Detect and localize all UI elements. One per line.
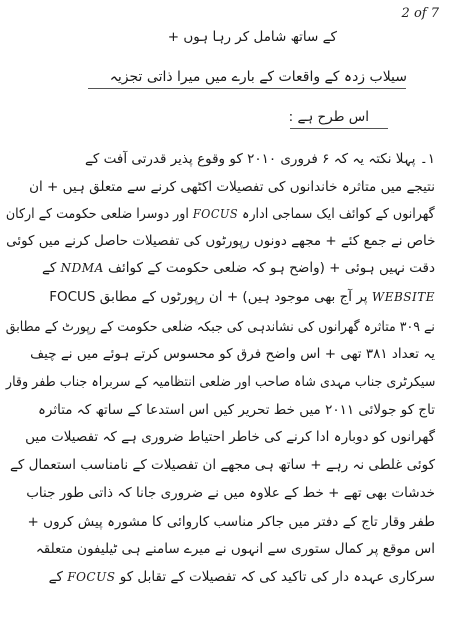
heading-underline — [88, 88, 406, 89]
letter-line-5: نتیجے میں متاثرہ خاندانوں کی تفصیلات اکٹھی کرنے سے متعلق ہیں + ان — [29, 179, 435, 195]
letter-line-17: طفر وقار تاج کے دفتر میں جاکر مناسب کاروائی کا مشورہ پیش کروں + — [27, 514, 435, 530]
letter-line-3: اس طرح ہے : — [288, 109, 369, 125]
letter-line-12: سیکرٹری جناب مہدی شاہ صاحب اور ضلعی انتظامیہ کے سربراہ جناب طفر وقار — [5, 374, 435, 390]
letter-line-14: گھرانوں کو دوبارہ ادا کرنے کی خاطر احتیاط ضروری ہے کہ تفصیلات میں — [25, 429, 435, 445]
letter-line-9: WEBSITE پر آج بھی موجود ہیں) + ان رپورٹوں کے مطابق FOCUS — [49, 289, 435, 305]
letter-line-6: گھرانوں کے کوائف ایک سماجی ادارہ FOCUS اور دوسرا ضلعی حکومت کے ارکان — [6, 206, 435, 222]
focus-label: FOCUS — [193, 207, 239, 221]
focus-label-2: FOCUS — [67, 570, 116, 584]
website-label: WEBSITE — [371, 290, 435, 304]
letter-line-19: سرکاری عہدہ دار کی تاکید کی کہ تفصیلات کے تقابل کو FOCUS کے — [48, 569, 435, 585]
letter-line-18: اس موقع پر کمال ستوری سے انہوں نے میرے سامنے ہی ٹیلیفون متعلقہ — [35, 541, 435, 557]
page-number: 2 of 7 — [401, 6, 439, 21]
subheading-underline — [290, 128, 388, 129]
letter-line-13: تاج کو جولائی ۲۰۱۱ میں خط تحریر کیں اس استدعا کے ساتھ کہ متاثرہ — [37, 402, 435, 418]
letter-line-15: کوئی غلطی نہ رہے + ساتھ ہی مجھے ان تفصیلات کے نامناسب استعمال کے — [9, 457, 435, 473]
ndma-label: NDMA — [60, 261, 104, 275]
letter-line-1: کے ساتھ شامل کر رہا ہوں + — [167, 29, 337, 45]
letter-line-16: خدشات بھی تھے + خط کے علاوہ میں نے ضروری جانا کہ ذاتی طور جناب — [26, 485, 435, 501]
letter-line-11: یہ تعداد ۳۸۱ تھی + اس واضح فرق کو محسوس کرتے ہوئے میں نے چیف — [30, 346, 435, 362]
letter-line-10: نے ۳۰۹ متاثرہ گھرانوں کی نشاندہی کی جبکہ ضلعی حکومت کے رپورٹ کے مطابق — [5, 319, 435, 335]
letter-line-8: دقت نہیں ہوئی + (واضح ہو کہ ضلعی حکومت کے کوائف NDMA کے — [42, 260, 435, 276]
letter-line-4: ۱۔ پہلا نکتہ یہ کہ ۶ فروری ۲۰۱۰ کو وقوع پذیر قدرتی آفت کے — [84, 151, 435, 167]
letter-heading: سیلاب زدہ کے واقعات کے بارے میں میرا ذاتی تجزیہ — [109, 69, 407, 85]
letter-line-7: خاص نے جمع کئے + مجھے دونوں رپورٹوں کی تفصیلات حاصل کرنے میں کوئی — [5, 233, 435, 249]
